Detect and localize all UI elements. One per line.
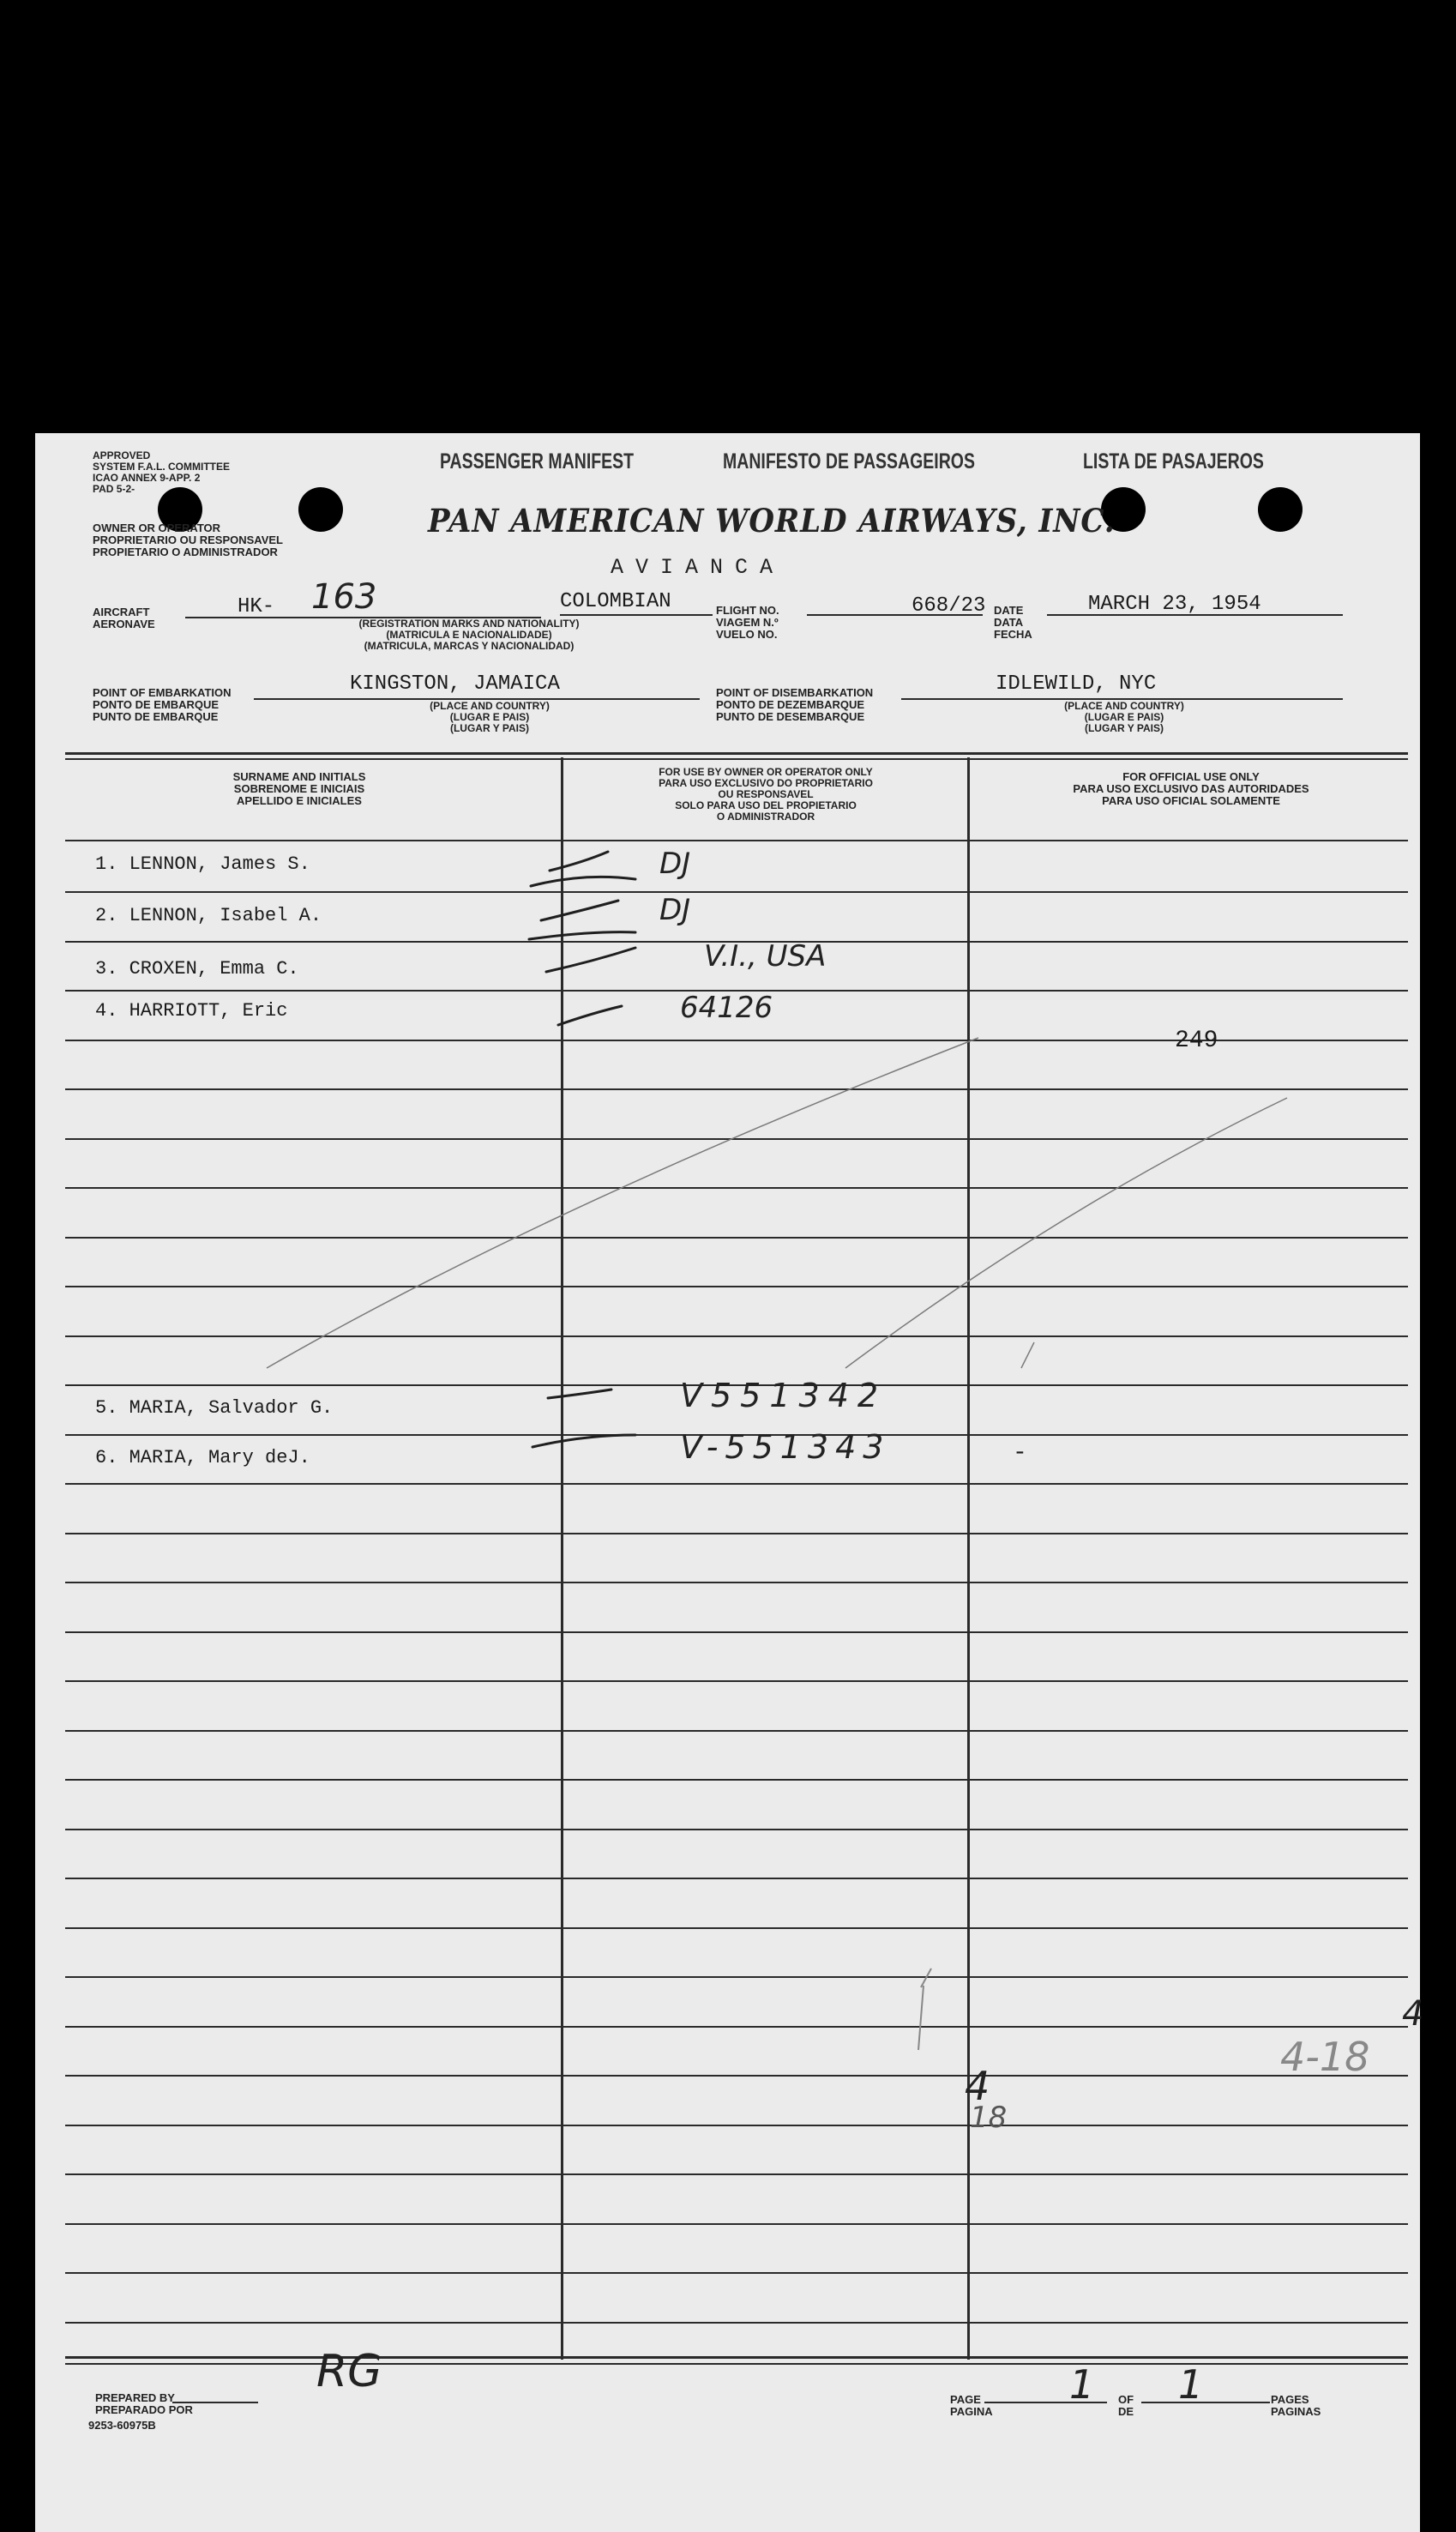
passenger-note-4: 64126 (680, 991, 773, 1025)
registration-sublabel: (MATRICULA E NACIONALIDADE) (386, 629, 552, 641)
aircraft-nationality: COLOMBIAN (560, 590, 671, 613)
column-header-line: PARA USO EXCLUSIVO DO PROPRIETARIO (659, 777, 873, 789)
passenger-note-1: DJ (659, 847, 691, 881)
column-header-line: FOR OFFICIAL USE ONLY (1122, 770, 1260, 783)
embarkation-label: PONTO DE EMBARQUE (93, 698, 220, 711)
owner-label: PROPRIETARIO OU RESPONSAVEL (93, 534, 283, 546)
column-header-line: PARA USO EXCLUSIVO DAS AUTORIDADES (1073, 782, 1309, 795)
column-header-line: FOR USE BY OWNER OR OPERATOR ONLY (659, 766, 873, 778)
embarkation-place: KINGSTON, JAMAICA (350, 672, 560, 696)
operator-name: AVIANCA (611, 555, 785, 580)
flight-date: MARCH 23, 1954 (1088, 593, 1261, 616)
place-sublabel: (LUGAR E PAIS) (449, 711, 530, 723)
date-label: FECHA (994, 628, 1032, 641)
approved-line: PAD 5-2- (93, 483, 135, 495)
passenger-name-4: 4. HARRIOTT, Eric (95, 1000, 288, 1022)
place-sublabel: (PLACE AND COUNTRY) (430, 700, 550, 712)
page-total: 1 (1178, 2361, 1204, 2408)
title-english: PASSENGER MANIFEST (440, 449, 635, 473)
passenger-note-6: V-551343 (680, 1428, 891, 1466)
of-label: OF (1118, 2393, 1134, 2406)
prepared-label: PREPARADO POR (95, 2403, 193, 2416)
flight-label: VUELO NO. (716, 628, 778, 641)
airline-name: PAN AMERICAN WORLD AIRWAYS, INC. (428, 502, 1116, 540)
aircraft-number: 163 (311, 577, 377, 617)
disembarkation-label: PUNTO DE DESEMBARQUE (716, 710, 865, 723)
column-header-line: O ADMINISTRADOR (716, 811, 815, 823)
passenger-name-6: 6. MARIA, Mary deJ. (95, 1447, 310, 1468)
registration-sublabel: (MATRICULA, MARCAS Y NACIONALIDAD) (364, 640, 575, 652)
column-header-line: PARA USO OFICIAL SOLAMENTE (1102, 794, 1280, 807)
aircraft-label: AERONAVE (93, 618, 155, 630)
place-sublabel: (LUGAR Y PAIS) (449, 722, 529, 734)
owner-label: PROPIETARIO O ADMINISTRADOR (93, 546, 278, 558)
column-header-line: OU RESPONSAVEL (718, 788, 814, 800)
approved-line: ICAO ANNEX 9-APP. 2 (93, 472, 201, 484)
mid-note-2: 18 (970, 2101, 1008, 2135)
registration-sublabel: (REGISTRATION MARKS AND NATIONALITY) (358, 618, 580, 630)
passenger-note-5: V551342 (680, 1377, 887, 1414)
passenger-name-2: 2. LENNON, Isabel A. (95, 905, 322, 926)
mid-note: 4 (965, 2063, 990, 2109)
flight-label: FLIGHT NO. (716, 604, 779, 617)
of-label: DE (1118, 2405, 1134, 2418)
passenger-name-3: 3. CROXEN, Emma C. (95, 958, 299, 980)
aircraft-prefix: HK- (238, 595, 275, 618)
official-number: 249 (1175, 1028, 1218, 1054)
date-label: DATA (994, 616, 1024, 629)
place-sublabel: (PLACE AND COUNTRY) (1064, 700, 1184, 712)
flight-number: 668/23 (912, 594, 986, 618)
margin-note: 4-18 (1280, 2034, 1370, 2080)
margin-number: 4 (1402, 1994, 1424, 2034)
passenger-note-3: V.I., USA (704, 939, 827, 974)
pages-label: PAGINAS (1271, 2405, 1321, 2418)
disembarkation-label: PONTO DE DEZEMBARQUE (716, 698, 865, 711)
title-spanish: LISTA DE PASAJEROS (1083, 449, 1264, 473)
page-label: PAGE (950, 2393, 981, 2406)
place-sublabel: (LUGAR E PAIS) (1084, 711, 1164, 723)
prepared-label: PREPARED BY (95, 2391, 175, 2404)
passenger-name-5: 5. MARIA, Salvador G. (95, 1397, 334, 1419)
aircraft-label: AIRCRAFT (93, 606, 150, 618)
disembarkation-label: POINT OF DISEMBARKATION (716, 686, 874, 699)
approved-line: APPROVED (93, 449, 151, 461)
official-dash: - (1013, 1440, 1027, 1467)
prepared-signature: RG (316, 2346, 382, 2397)
pen-strokes (35, 433, 1420, 2532)
passenger-name-1: 1. LENNON, James S. (95, 853, 310, 875)
column-header-line: SOLO PARA USO DEL PROPIETARIO (675, 799, 857, 811)
passenger-note-2: DJ (659, 893, 691, 927)
pages-label: PAGES (1271, 2393, 1309, 2406)
column-header-line: SOBRENOME E INICIAIS (233, 782, 365, 795)
approved-line: SYSTEM F.A.L. COMMITTEE (93, 461, 231, 473)
column-header-line: APELLIDO E INICIALES (237, 794, 362, 807)
form-code: 9253-60975B (88, 2419, 156, 2432)
date-label: DATE (994, 604, 1024, 617)
disembarkation-place: IDLEWILD, NYC (996, 672, 1157, 696)
place-sublabel: (LUGAR Y PAIS) (1084, 722, 1164, 734)
title-portuguese: MANIFESTO DE PASSAGEIROS (723, 449, 975, 473)
embarkation-label: POINT OF EMBARKATION (93, 686, 232, 699)
owner-label: OWNER OR OPERATOR (93, 521, 221, 534)
manifest-page (35, 433, 1424, 2532)
flight-label: VIAGEM N.º (716, 616, 779, 629)
embarkation-label: PUNTO DE EMBARQUE (93, 710, 219, 723)
page-label: PAGINA (950, 2405, 993, 2418)
page-number: 1 (1069, 2361, 1095, 2408)
column-header-line: SURNAME AND INITIALS (232, 770, 366, 783)
